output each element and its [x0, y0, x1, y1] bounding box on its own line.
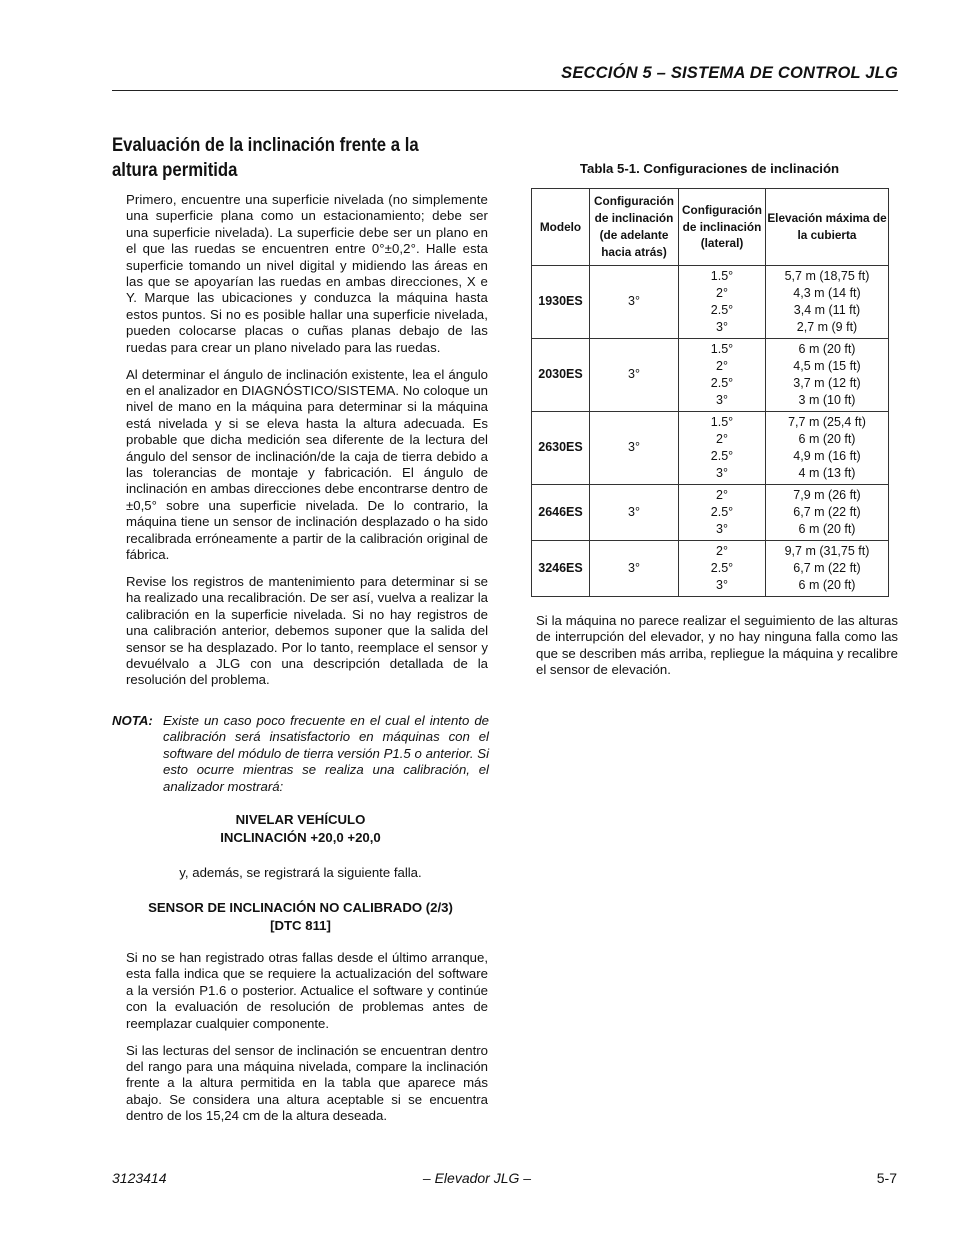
note-block: [112, 713, 489, 795]
left-column-closing: [126, 950, 488, 1135]
elevation-cell: 7,7 m (25,4 ft) 6 m (20 ft) 4,9 m (16 ft) 4 m (13 ft): [766, 412, 889, 485]
paragraph: Si las lecturas del sensor de inclinación se encuentran dentro del rango para una máquina nivelada, compare la inclinación frente a la altura permitida en la tabla que aparece más abajo. Se considera una altura aceptable si se encuentra dentro de los 15,24 cm de la altura deseada.: [126, 1042, 488, 1124]
footer-center: – Elevador JLG –: [422, 1170, 532, 1186]
lateral-cell: 2° 2.5° 3°: [679, 541, 766, 597]
note-text: Existe un caso poco frecuente en el cual el intento de calibración será insatisfactorio en máquinas con el software del módulo de tierra versión P1.5 o anterior. Si esto ocurre mientras se realiza una calibración, el analizador mostrará:: [163, 713, 489, 794]
left-column-intro: [126, 192, 488, 699]
front-back-cell: 3°: [590, 541, 679, 597]
page-header: [112, 62, 898, 91]
front-back-cell: 3°: [590, 266, 679, 339]
fault-line: [DTC 811]: [270, 918, 331, 933]
lateral-cell: 1.5° 2° 2.5° 3°: [679, 266, 766, 339]
table-header-row: [532, 189, 889, 266]
footer-page-number: 5-7: [876, 1170, 897, 1186]
section-title-line2: altura permitida: [112, 160, 238, 181]
fault-code: [112, 899, 489, 935]
paragraph: Si no se han registrado otras fallas desde el último arranque, esta falla indica que se requiere la actualización del software a la versión P1.6 o posterior. Actualice el software y continúe con la evaluación de resolución de problemas antes de reemplazar cualquier componente.: [126, 950, 488, 1031]
section-header-title: SECCIÓN 5 – SISTEMA DE CONTROL JLG: [561, 64, 898, 82]
model-cell: 2646ES: [532, 485, 590, 541]
section-title: [112, 133, 490, 183]
elevation-cell: 6 m (20 ft) 4,5 m (15 ft) 3,7 m (12 ft) 3 m (10 ft): [766, 339, 889, 412]
lateral-cell: 1.5° 2° 2.5° 3°: [679, 412, 766, 485]
header-model: Modelo: [532, 189, 590, 266]
right-column-paragraph: Si la máquina no parece realizar el seguimiento de las alturas de interrupción del elevador, y no hay ninguna falla como las que se describen más arriba, repliegue la máquina y recalibre el sensor de elevación.: [536, 613, 898, 678]
model-cell: 2630ES: [532, 412, 590, 485]
footer-doc-number: 3123414: [112, 1170, 167, 1186]
lateral-cell: 2° 2.5° 3°: [679, 485, 766, 541]
table-row: [532, 266, 889, 339]
paragraph: Revise los registros de mantenimiento para determinar si se ha realizado una recalibración. De ser así, vuelva a realizar la calibración en la superficie nivelada. Si no hay registros de una calibración anterior, debemos suponer que la salida del sensor se ha desplazado. Por lo tanto, reemplace el sensor y devuélvalo a JLG con una descripción detallada de la resolución del problema.: [126, 573, 488, 688]
table-row: [532, 339, 889, 412]
front-back-cell: 3°: [590, 339, 679, 412]
paragraph: Primero, encuentre una superficie nivelada (no simplemente una superficie plana como un estacionamiento; debe ser una superficie nivelada). La superficie debe ser un plano en el que las ruedas se encuentren entre 0°±0,2°. Halle esta superficie tomando un nivel digital y midiendo las áreas en las que se apoyarían las ruedas en ambas direcciones, X e Y. Marque las ubicaciones y conduzca la máquina hasta estos puntos. Si no es posible hallar una superficie nivelada, pueden colocarse placas o cuñas planas debajo de las ruedas para crear un plano nivelado para las ruedas.: [126, 192, 488, 355]
tilt-config-table: [531, 188, 889, 597]
elevation-cell: 7,9 m (26 ft) 6,7 m (22 ft) 6 m (20 ft): [766, 485, 889, 541]
elevation-cell: 5,7 m (18,75 ft) 4,3 m (14 ft) 3,4 m (11 ft) 2,7 m (9 ft): [766, 266, 889, 339]
paragraph: Al determinar el ángulo de inclinación existente, lea el ángulo en el analizador en DIAGNÓSTICO/SISTEMA. No coloque un nivel de mano en la máquina para determinar si la máquina está nivelada y si se eleva hasta la altura adecuada. Es probable que dicha medición sea diferente de la lectura del ángulo del sensor de inclinación/de la caja de tierra debido a las tolerancias de montaje y fabricación. El ángulo de inclinación en ambas direcciones debe encontrarse dentro de ±0,5° sobre una superficie nivelada. De lo contrario, la máquina tiene un sensor de inclinación desplazado o ha sido recalibrada erróneamente a partir de la calibración original de fábrica.: [126, 366, 488, 563]
model-cell: 1930ES: [532, 266, 590, 339]
table-caption: Tabla 5-1. Configuraciones de inclinación: [579, 161, 840, 176]
lateral-cell: 1.5° 2° 2.5° 3°: [679, 339, 766, 412]
header-lateral: Configuración de inclinación (lateral): [679, 189, 766, 266]
model-cell: 3246ES: [532, 541, 590, 597]
display-line: NIVELAR VEHÍCULO: [235, 812, 366, 827]
header-elevation: Elevación máxima de la cubierta: [766, 189, 889, 266]
note-label: NOTA:: [112, 713, 153, 728]
front-back-cell: 3°: [590, 485, 679, 541]
section-title-line1: Evaluación de la inclinación frente a la: [112, 135, 419, 156]
table-row: [532, 541, 889, 597]
table-row: [532, 485, 889, 541]
analyzer-display: [112, 811, 489, 847]
model-cell: 2030ES: [532, 339, 590, 412]
header-front-back: Configuración de inclinación (de adelante hacia atrás): [590, 189, 679, 266]
fault-intro: y, además, se registrará la siguiente falla.: [179, 865, 422, 880]
front-back-cell: 3°: [590, 412, 679, 485]
elevation-cell: 9,7 m (31,75 ft) 6,7 m (22 ft) 6 m (20 ft): [766, 541, 889, 597]
table-row: [532, 412, 889, 485]
display-line: INCLINACIÓN +20,0 +20,0: [220, 830, 381, 845]
fault-line: SENSOR DE INCLINACIÓN NO CALIBRADO (2/3): [148, 900, 453, 915]
